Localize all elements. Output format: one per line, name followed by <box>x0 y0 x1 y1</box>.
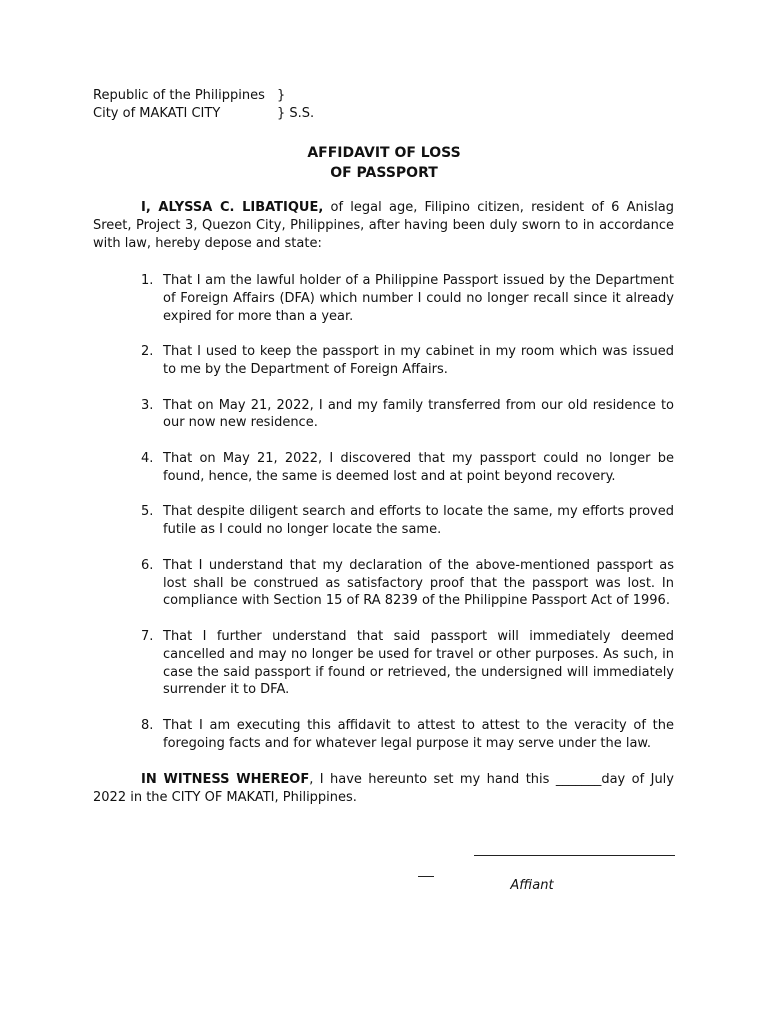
statement-number: 1. <box>141 273 154 288</box>
statement-item <box>93 343 674 379</box>
title-line-2: OF PASSPORT <box>330 165 438 181</box>
witness-text: , I have hereunto set my hand this _______day of July 2022 in the CITY OF MAKATI, Philippines. <box>93 772 674 805</box>
affiant-name: I, ALYSSA C. LIBATIQUE, <box>141 200 324 215</box>
statement-text: That I used to keep the passport in my cabinet in my room which was issued to me by the Department of Foreign Affairs. <box>163 344 674 377</box>
statement-text: That despite diligent search and efforts to locate the same, my efforts proved futile as I could no longer locate the same. <box>163 504 674 538</box>
statement-number: 4. <box>141 450 154 466</box>
statement-item <box>93 503 674 539</box>
witness-paragraph <box>93 771 674 807</box>
statement-number: 6. <box>141 557 154 573</box>
statement-text: That I further understand that said passport will immediately deemed cancelled and may no longer be used for travel or other purposes. As such, in case the said passport if found or retrieved, the undersigned will immediately surrender it to DFA. <box>163 628 674 698</box>
venue-ss: } S.S. <box>277 106 315 121</box>
statement-text: That on May 21, 2022, I discovered that my passport could no longer be found, hence, the same is deemed lost and at point beyond recovery. <box>163 450 674 484</box>
statement-list <box>93 272 674 770</box>
statement-text: That I am executing this affidavit to attest to attest to the veracity of the foregoing facts and for whatever legal purpose it may serve under the law. <box>163 717 674 751</box>
statement-number: 5. <box>141 504 154 520</box>
statement-text: That on May 21, 2022, I and my family transferred from our old residence to our now new residence. <box>163 397 674 431</box>
signature-line <box>474 855 675 856</box>
witness-lead: IN WITNESS WHEREOF <box>141 772 310 787</box>
document-title <box>0 143 768 183</box>
statement-item <box>93 450 674 486</box>
signature-dash <box>418 876 434 877</box>
statement-number: 8. <box>141 717 154 733</box>
intro-text: of legal age, Filipino citizen, resident of 6 Anislag Sreet, Project 3, Quezon City, Philippines, after having been duly sworn to in accordance with law, hereby depose and state: <box>93 200 674 251</box>
statement-item <box>93 272 674 325</box>
venue-row-city <box>93 105 314 123</box>
affiant-label: Affiant <box>510 878 554 893</box>
statement-item <box>93 557 674 610</box>
venue-block <box>93 87 314 123</box>
statement-item <box>93 628 674 699</box>
statement-number: 3. <box>141 397 154 413</box>
venue-republic: Republic of the Philippines <box>93 88 265 103</box>
venue-brace: } <box>277 88 286 103</box>
intro-paragraph <box>93 199 674 252</box>
statement-text: That I understand that my declaration of the above-mentioned passport as lost shall be construed as satisfactory proof that the passport was lost. In compliance with Section 15 of RA 8239 of the Philippine Passport Act of 1996. <box>163 557 674 609</box>
statement-text: That I am the lawful holder of a Philippine Passport issued by the Department of Foreign Affairs (DFA) which number I could no longer recall since it already expired for more than a year. <box>163 273 674 324</box>
title-line-1: AFFIDAVIT OF LOSS <box>307 145 461 161</box>
venue-row-republic <box>93 87 314 105</box>
statement-number: 7. <box>141 628 154 644</box>
statement-item <box>93 397 674 433</box>
venue-city: City of MAKATI CITY <box>93 106 221 121</box>
statement-number: 2. <box>141 344 154 360</box>
statement-item <box>93 717 674 753</box>
